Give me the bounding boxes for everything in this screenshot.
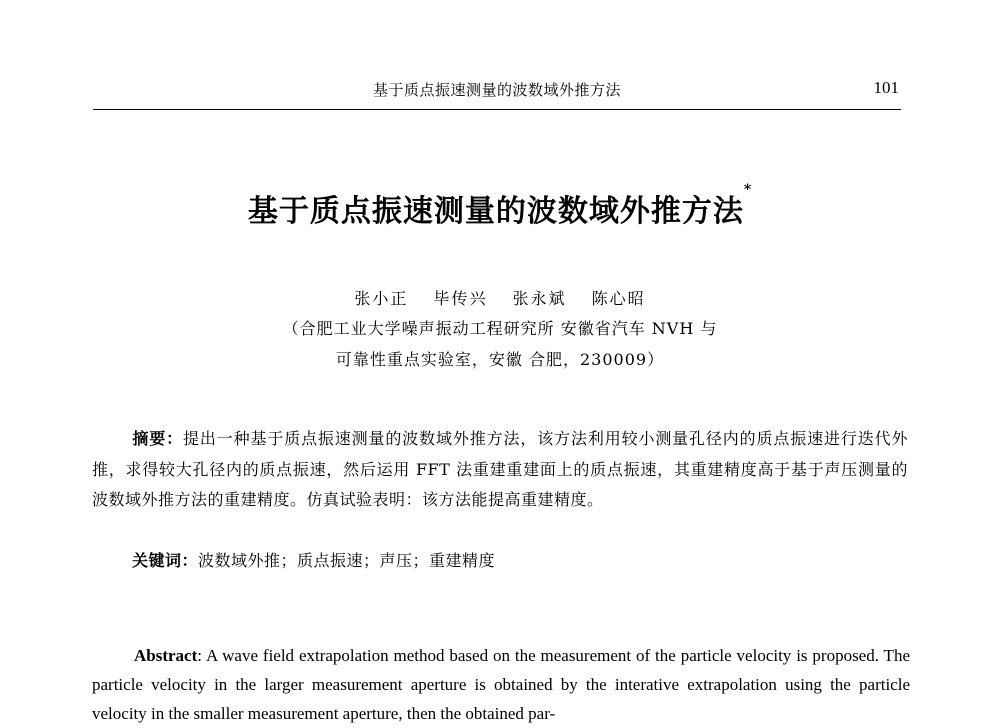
- abstract-en-separator: :: [197, 646, 206, 665]
- keywords-label: 关键词：: [132, 551, 199, 570]
- keywords-text: 波数域外推；质点振速；声压；重建精度: [198, 551, 496, 570]
- abstract-chinese: [92, 424, 908, 516]
- abstract-en-text: A wave field extrapolation method based on the measurement of the particle velocity is proposed. The particle velocity in the larger measurement aperture is obtained by the interative extrapolation using the particle velocity in the smaller measurement aperture, then the obtained par-: [92, 646, 910, 723]
- running-header: [93, 75, 901, 111]
- abstract-text: 提出一种基于质点振速测量的波数域外推方法，该方法利用较小测量孔径内的质点振速进行迭代外推，求得较大孔径内的质点振速，然后运用 FFT 法重建重建面上的质点振速，其重建精度高于基于声压测量的波数域外推方法的重建精度。仿真试验表明：该方法能提高重建精度。: [92, 429, 908, 509]
- author-list: 张小正 毕传兴 张永斌 陈心昭: [354, 289, 646, 308]
- header-rule: [93, 109, 901, 110]
- page-number: 101: [873, 78, 899, 97]
- abstract-en-label: Abstract: [134, 646, 198, 665]
- abstract-label: 摘要：: [132, 429, 183, 448]
- abstract-english: [92, 641, 910, 728]
- title-footnote-mark: *: [743, 182, 753, 198]
- paper-title-text: 基于质点振速测量的波数域外推方法: [247, 194, 744, 229]
- keywords-chinese: [132, 548, 495, 571]
- running-title: 基于质点振速测量的波数域外推方法: [372, 81, 621, 99]
- affiliation-line-1: （合肥工业大学噪声振动工程研究所 安徽省汽车 NVH 与: [282, 319, 718, 338]
- affiliation-line-2: 可靠性重点实验室，安徽 合肥，230009）: [335, 350, 665, 369]
- paper-title: [0, 182, 1000, 230]
